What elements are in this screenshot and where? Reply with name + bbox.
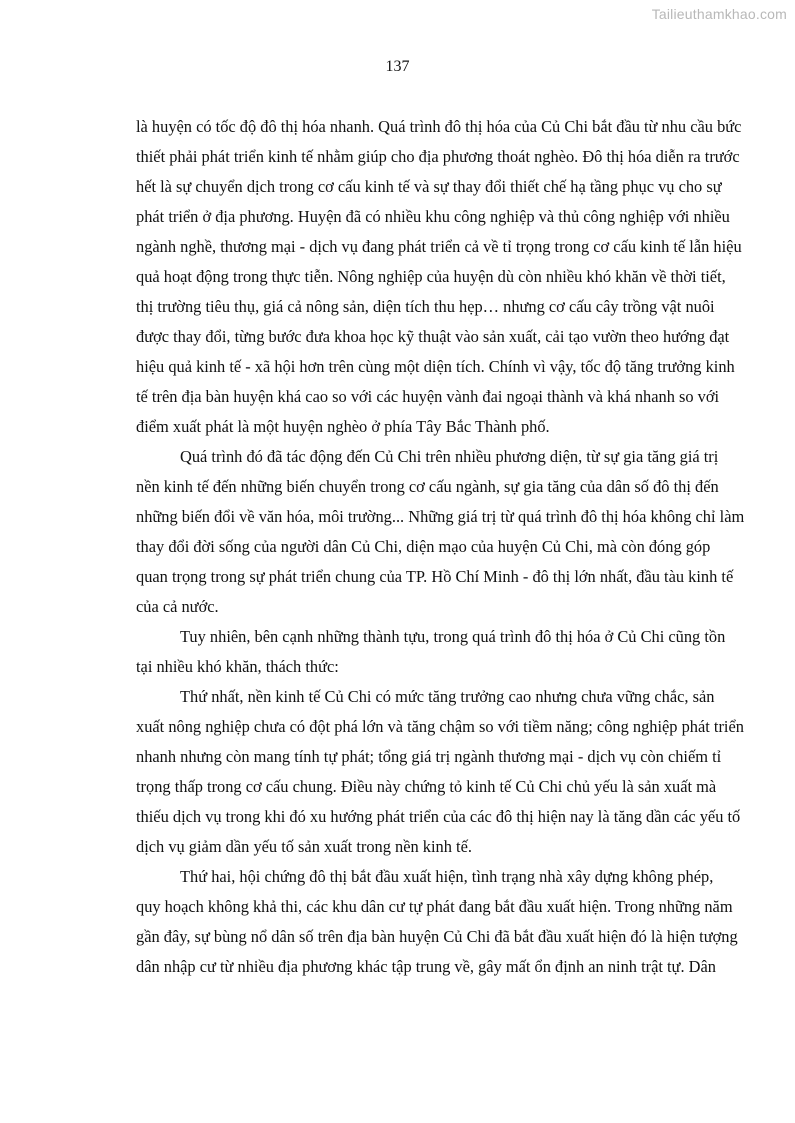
page-number: 137 [385, 58, 410, 75]
paragraph-first-line: Thứ hai, hội chứng đô thị bắt đầu xuất hiện, tình trạng nhà xây dựng không phép, [180, 867, 714, 886]
text-line: những biến đổi về văn hóa, môi trường... Những giá trị từ quá trình đô thị hóa không chỉ làm [136, 507, 745, 526]
text-line: gần đây, sự bùng nổ dân số trên địa bàn huyện Củ Chi đã bắt đầu xuất hiện đó là hiện tượng [136, 927, 738, 946]
document-body [136, 112, 745, 982]
text-line: phát triển ở địa phương. Huyện đã có nhiều khu công nghiệp và thủ công nghiệp với nhiều [136, 207, 730, 226]
text-line: quy hoạch không khả thi, các khu dân cư tự phát đang bắt đầu xuất hiện. Trong những năm [136, 897, 733, 916]
text-line: nền kinh tế đến những biến chuyển trong cơ cấu ngành, sự gia tăng của dân số đô thị đến [136, 477, 719, 496]
text-line: tế trên địa bàn huyện khá cao so với các huyện vành đai ngoại thành và khá nhanh so với [136, 387, 720, 406]
text-line: dân nhập cư từ nhiều địa phương khác tập trung về, gây mất ổn định an ninh trật tự. Dân [136, 957, 716, 976]
paragraph-first-line: Tuy nhiên, bên cạnh những thành tựu, trong quá trình đô thị hóa ở Củ Chi cũng tồn [180, 627, 726, 646]
paragraph-first-line: Thứ nhất, nền kinh tế Củ Chi có mức tăng trưởng cao nhưng chưa vững chắc, sản [180, 687, 715, 706]
text-line: của cả nước. [136, 597, 219, 616]
text-line: ngành nghề, thương mại - dịch vụ đang phát triển cả về tỉ trọng trong cơ cấu kinh tế lẫn hiệu [136, 237, 742, 256]
text-line: điểm xuất phát là một huyện nghèo ở phía Tây Bắc Thành phố. [136, 417, 550, 436]
paragraph-first-line: Quá trình đó đã tác động đến Củ Chi trên nhiều phương diện, từ sự gia tăng giá trị [180, 447, 719, 466]
text-line: tại nhiều khó khăn, thách thức: [136, 657, 339, 676]
text-line: được thay đổi, từng bước đưa khoa học kỹ thuật vào sản xuất, cải tạo vườn theo hướng đạt [136, 327, 730, 346]
text-line: hết là sự chuyển dịch trong cơ cấu kinh tế và sự thay đổi thiết chế hạ tầng phục vụ cho sự [136, 177, 722, 196]
text-line: thiết phải phát triển kinh tế nhằm giúp cho địa phương thoát nghèo. Đô thị hóa diễn ra trước [136, 147, 740, 166]
text-line: thiếu dịch vụ trong khi đó xu hướng phát triển của các đô thị hiện nay là tăng dần các yếu tố [136, 807, 741, 826]
text-line: xuất nông nghiệp chưa có đột phá lớn và tăng chậm so với tiềm năng; công nghiệp phát triển [136, 717, 744, 736]
text-line: nhanh nhưng còn mang tính tự phát; tổng giá trị ngành thương mại - dịch vụ còn chiếm tỉ [136, 747, 722, 766]
text-line: thay đổi đời sống của người dân Củ Chi, diện mạo của huyện Củ Chi, mà còn đóng góp [136, 537, 711, 556]
text-line: thị trường tiêu thụ, giá cả nông sản, diện tích thu hẹp… nhưng cơ cấu cây trồng vật nuôi [136, 297, 715, 316]
text-line: quan trọng trong sự phát triển chung của TP. Hồ Chí Minh - đô thị lớn nhất, đầu tàu kinh tế [136, 567, 734, 586]
text-line: hiệu quả kinh tế - xã hội hơn trên cùng một diện tích. Chính vì vậy, tốc độ tăng trưởng kinh [136, 357, 735, 376]
text-line: là huyện có tốc độ đô thị hóa nhanh. Quá trình đô thị hóa của Củ Chi bắt đầu từ nhu cầu bức [136, 117, 742, 136]
text-line: trọng thấp trong cơ cấu chung. Điều này chứng tỏ kinh tế Củ Chi chủ yếu là sản xuất mà [136, 777, 717, 796]
text-line: quả hoạt động trong thực tiễn. Nông nghiệp của huyện dù còn nhiều khó khăn về thời tiết, [136, 267, 726, 286]
watermark-text: Tailieuthamkhao.com [651, 6, 787, 22]
text-line: dịch vụ giảm dần yếu tố sản xuất trong nền kinh tế. [136, 837, 472, 856]
